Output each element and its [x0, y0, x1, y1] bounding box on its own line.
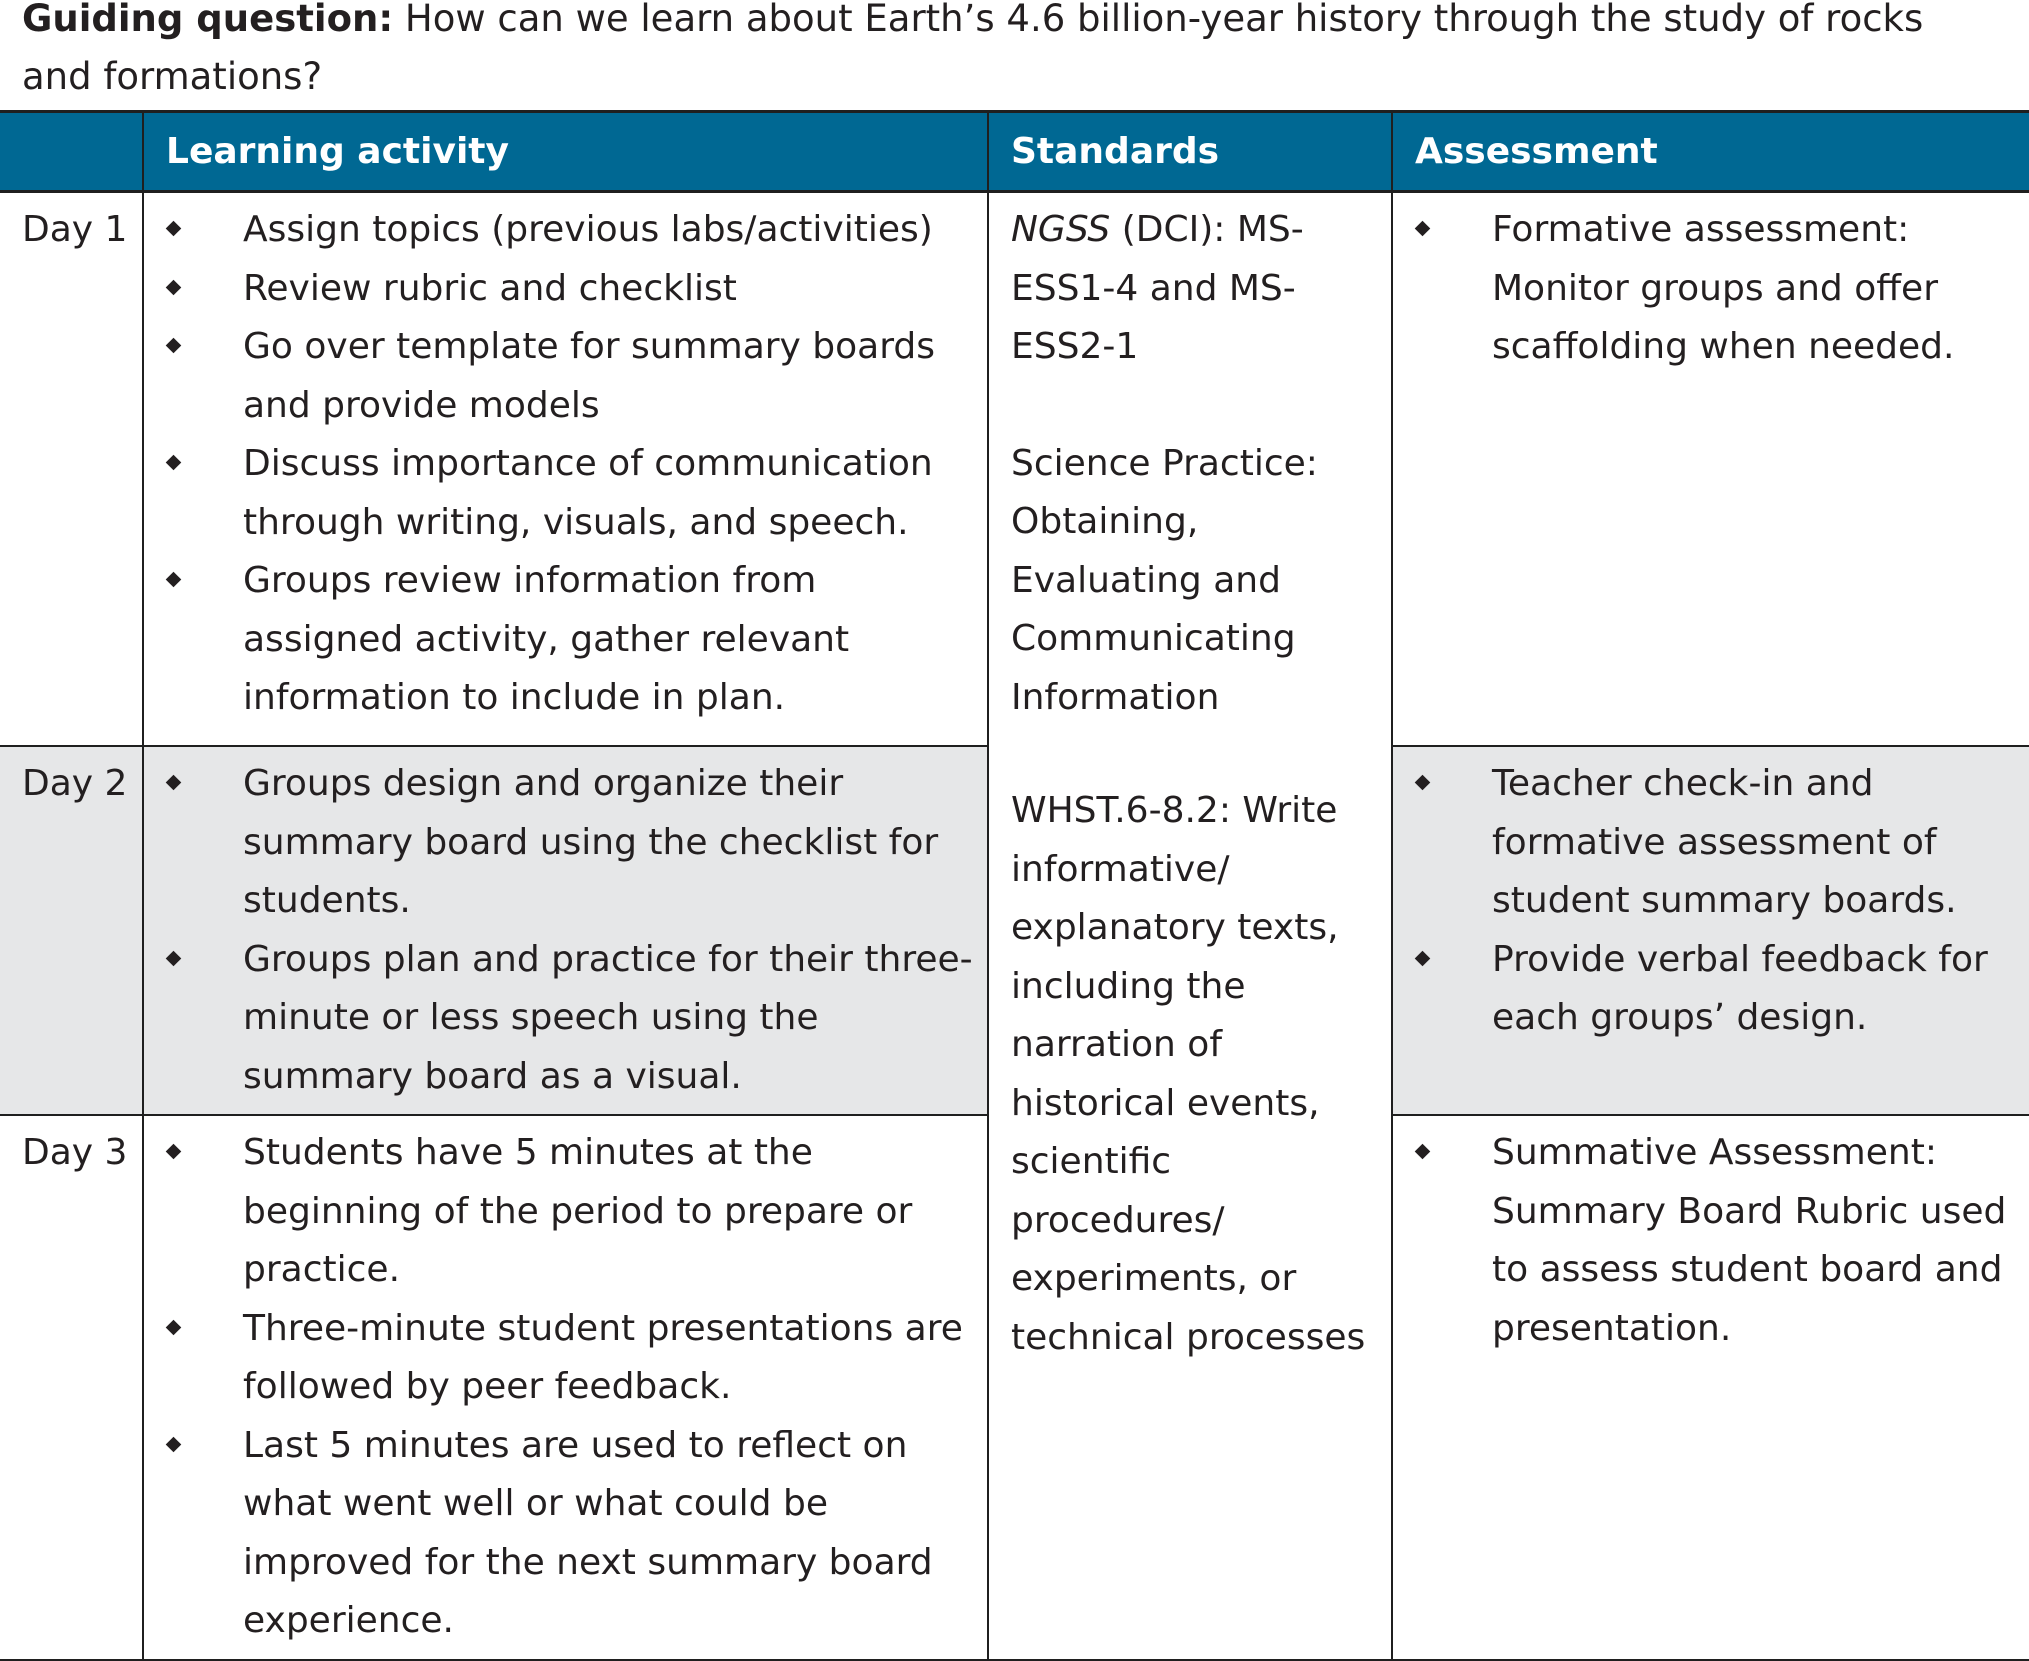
- activity-cell: [143, 746, 988, 1115]
- assessment-list: [1415, 1124, 2015, 1358]
- bullet-icon: [1415, 1144, 1431, 1160]
- list-item: [1415, 755, 2015, 931]
- header-assessment: Assessment: [1392, 112, 2029, 192]
- list-item-text: Summative Assessment: Summary Board Rubric used to assess student board and presentation.: [1492, 1132, 2007, 1349]
- bullet-icon: [166, 338, 182, 354]
- bullet-icon: [1415, 221, 1431, 237]
- bullet-icon: [166, 221, 182, 237]
- bullet-icon: [166, 572, 182, 588]
- bullet-icon: [166, 1436, 182, 1452]
- day-label: Day 2: [0, 746, 143, 1115]
- list-item: [166, 201, 973, 260]
- header-day: [0, 112, 143, 192]
- activity-cell: [143, 192, 988, 747]
- list-item: [166, 1417, 973, 1651]
- list-item: [166, 755, 973, 931]
- list-item-text: Assign topics (previous labs/activities): [243, 209, 933, 250]
- bullet-icon: [166, 455, 182, 471]
- ngss-text: (DCI): MS-ESS1-4 and MS-ESS2-1: [1011, 209, 1304, 367]
- standards-cell: [988, 192, 1392, 1660]
- list-item-text: Last 5 minutes are used to reflect on what went well or what could be improved for the next summary board experience.: [243, 1424, 933, 1641]
- list-item: [1415, 931, 2015, 1048]
- assessment-cell: [1392, 1115, 2029, 1660]
- list-item-text: Students have 5 minutes at the beginning of the period to prepare or practice.: [243, 1132, 913, 1290]
- list-item: [166, 318, 973, 435]
- list-item: [1415, 1124, 2015, 1358]
- list-item-text: Provide verbal feedback for each groups’ design.: [1492, 938, 1988, 1038]
- list-item: [1415, 201, 2015, 377]
- standards-whst: WHST.6-8.2: Write informative/ explanatory texts, including the narration of historical events, scientific procedures/ experiments, or technical processes: [1011, 790, 1366, 1358]
- header-standards: Standards: [988, 112, 1392, 192]
- bullet-icon: [166, 775, 182, 791]
- list-item-text: Formative assessment: Monitor groups and offer scaffolding when needed.: [1492, 209, 1955, 367]
- list-item-text: Teacher check-in and formative assessment of student summary boards.: [1492, 763, 1957, 921]
- header-learning-activity: Learning activity: [143, 112, 988, 192]
- standards-science-practice: Science Practice: Obtaining, Evaluating and Communicating Information: [1011, 442, 1318, 718]
- bullet-icon: [1415, 775, 1431, 791]
- bullet-icon: [1415, 950, 1431, 966]
- bullet-icon: [166, 1144, 182, 1160]
- table-row-day-1: [0, 192, 2029, 747]
- list-item-text: Review rubric and checklist: [243, 267, 737, 309]
- standards-ngss: [1011, 201, 1377, 377]
- assessment-cell: [1392, 192, 2029, 747]
- assessment-list: [1415, 755, 2015, 1048]
- day-label: Day 3: [0, 1115, 143, 1660]
- list-item: [166, 552, 973, 728]
- list-item: [166, 260, 973, 319]
- guiding-question: [22, 0, 1982, 106]
- activity-list: [166, 201, 973, 728]
- assessment-cell: [1392, 746, 2029, 1115]
- list-item-text: Groups plan and practice for their three-minute or less speech using the summary board as a visual.: [243, 938, 973, 1097]
- list-item: [166, 931, 973, 1107]
- list-item-text: Go over template for summary boards and provide models: [243, 326, 936, 426]
- bullet-icon: [166, 1319, 182, 1335]
- list-item: [166, 1124, 973, 1300]
- list-item: [166, 1300, 973, 1417]
- lesson-plan-table: [0, 110, 2029, 1661]
- activity-list: [166, 1124, 973, 1651]
- table-header-row: [0, 112, 2029, 192]
- activity-list: [166, 755, 973, 1106]
- list-item-text: Groups review information from assigned activity, gather relevant information to include in plan.: [243, 560, 850, 718]
- assessment-list: [1415, 201, 2015, 377]
- list-item-text: Discuss importance of communication through writing, visuals, and speech.: [243, 443, 933, 543]
- ngss-label: NGSS: [1011, 209, 1111, 250]
- bullet-icon: [166, 279, 182, 295]
- bullet-icon: [166, 950, 182, 966]
- list-item-text: Three-minute student presentations are followed by peer feedback.: [243, 1307, 963, 1407]
- activity-cell: [143, 1115, 988, 1660]
- guiding-question-label: Guiding question:: [22, 0, 394, 40]
- list-item: [166, 435, 973, 552]
- list-item-text: Groups design and organize their summary board using the checklist for students.: [243, 763, 939, 921]
- day-label: Day 1: [0, 192, 143, 747]
- guiding-question-text: How can we learn about Earth’s 4.6 billion-year history through the study of rocks and formations?: [22, 0, 1924, 98]
